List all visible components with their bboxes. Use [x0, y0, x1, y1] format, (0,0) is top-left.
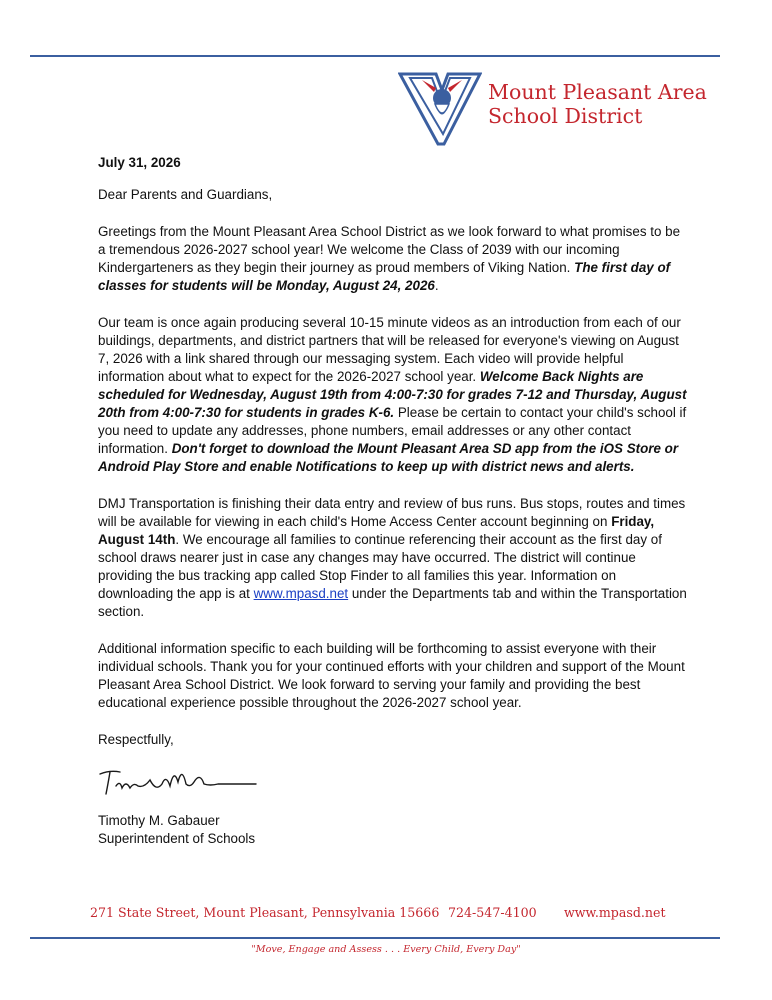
closing: Respectfully, [98, 732, 174, 747]
bus-info-date: Friday, August 14th [98, 514, 655, 547]
paragraph-welcome-end: . [434, 278, 439, 293]
top-divider [30, 55, 720, 57]
paragraph-welcome [98, 223, 688, 295]
footer-website: www.mpasd.net [564, 905, 666, 920]
paragraph-transportation-text1: DMJ Transportation is finishing their data entry and review of bus runs. Bus stops, routes and times will be available for viewing in each child's Home Access Center account beginning on [98, 496, 686, 529]
signer-block [98, 812, 255, 848]
letter-body [98, 150, 688, 749]
paragraph-videos-text2: Please be certain to contact your child's school if you need to update any addresses, phone numbers, email addresses or any other contact information. [98, 405, 687, 456]
welcome-back-nights-notice: Welcome Back Nights are scheduled for Wednesday, August 19th from 4:00-7:30 for grades 7-12 and Thursday, August 20th from 4:00-7:30 for students in grades K-6. [98, 369, 687, 420]
signer-name: Timothy M. Gabauer [98, 813, 220, 828]
paragraph-videos-text1: Our team is once again producing several 10-15 minute videos as an introduction from each of our buildings, departments, and district partners that will be released for everyone's viewing on August 7, 2026 with a link shared through our messaging system. Each video will provide helpful information about what to expect for the 2026-2027 school year. [98, 315, 681, 384]
paragraph-closing-remarks: Additional information specific to each building will be forthcoming to assist everyone with their individual schools. Thank you for your continued efforts with your children and support of the Mount Pleasant Area School District. We look forward to serving your family and providing the best educational experience possible throughout the 2026-2027 school year. [98, 641, 685, 710]
letter-date: July 31, 2026 [98, 155, 181, 170]
bottom-divider [30, 937, 720, 939]
handwritten-signature [98, 762, 258, 802]
salutation: Dear Parents and Guardians, [98, 187, 273, 202]
district-name-line1: Mount Pleasant Area [488, 80, 707, 104]
app-download-notice: Don't forget to download the Mount Pleasant Area SD app from the iOS Store or Android Play Store and enable Notifications to keep up with district news and alerts. [98, 441, 679, 474]
paragraph-transportation-text3: under the Departments tab and within the Transportation section. [98, 586, 687, 619]
district-motto: "Move, Engage and Assess . . . Every Child, Every Day" [251, 944, 521, 955]
first-day-notice: The first day of classes for students will be Monday, August 24, 2026 [98, 260, 671, 293]
district-name-line2: School District [488, 104, 643, 128]
viking-v-logo [398, 70, 482, 148]
letterhead [398, 70, 728, 150]
footer-phone: 724-547-4100 [448, 905, 537, 920]
paragraph-transportation [98, 495, 688, 621]
district-website-link[interactable]: www.mpasd.net [253, 586, 349, 601]
paragraph-welcome-text: Greetings from the Mount Pleasant Area School District as we look forward to what promises to be a tremendous 2026-2027 school year! We welcome the Class of 2039 with our incoming Kindergarteners as they begin their journey as proud members of Viking Nation. [98, 224, 681, 275]
paragraph-videos [98, 314, 688, 476]
signer-title: Superintendent of Schools [98, 831, 256, 846]
footer-address: 271 State Street, Mount Pleasant, Pennsylvania 15666 [90, 905, 440, 920]
paragraph-transportation-text2: . We encourage all families to continue referencing their account as the first day of school draws nearer just in case any changes may have occurred. The district will continue providing the bus tracking app called Stop Finder to all families this year. Information on downloading the app is at [98, 532, 662, 601]
district-name [488, 80, 707, 128]
